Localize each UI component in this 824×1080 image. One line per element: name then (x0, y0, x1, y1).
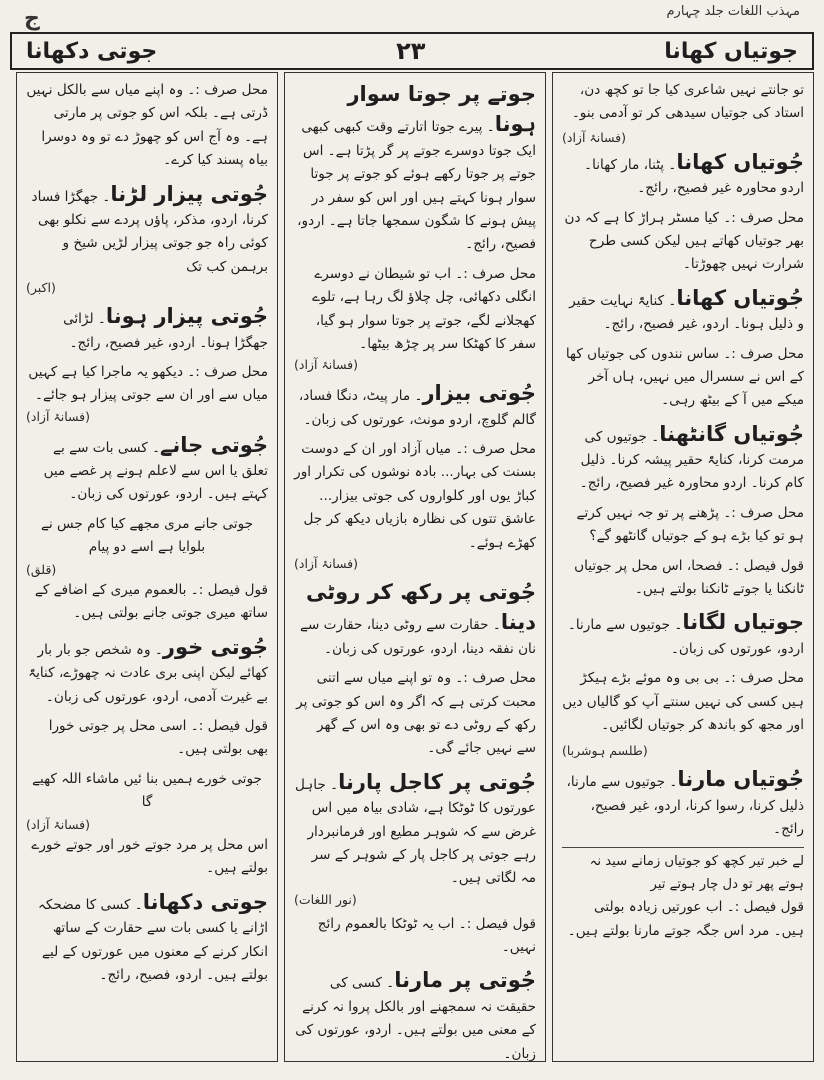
entry-text: ۔ پٹنا، مار کھانا۔ اردو محاورہ غیر فصیح، رائج۔ (584, 156, 804, 197)
entry-headword: جُوتی بیزار (422, 381, 536, 406)
footnote: لے خبر تیر کچھ کو جوتیاں زمانے سید نہ ہوتے پھر تو دل چار ہوتے تیر (562, 847, 804, 896)
entry-headword: جُوتی خور (162, 634, 268, 659)
intro-source: (فسانۂ آزاد) (562, 129, 627, 145)
entry-text: محل صرف :۔ اب تو شیطان نے دوسرے انگلی دکھائی، چل چلاؤ لگ رہا ہے، تلوے کھجلانے لگے، جوتے پر جوتا سوار ہو گیا، سفر کا کھٹکا سر پر چڑھ بیٹھا۔ (312, 265, 536, 352)
dictionary-entry (562, 343, 804, 413)
entry-text: ۔ جوتیوں سے مارنا، ذلیل کرنا، رسوا کرنا، اردو، غیر فصیح، رائج۔ (566, 774, 804, 838)
entry-text: ۔ جھگڑا فساد کرنا، اردو، مذکر، پاؤں پردے سے نکلو بھی کوئی راہ جو جوتی پیزار لڑیں شیخ و برہمن کب تک (31, 188, 268, 275)
volume-note: مہذب اللغات جلد چہارم (666, 4, 800, 19)
entry-headword: جوتے پر جوتا سوار ہونا (347, 82, 536, 137)
entry-source: (فسانۂ آزاد) (294, 357, 359, 373)
entry-text: محل صرف :۔ پڑھنے پر تو جہ نہیں کرتے ہو تو کیا بڑے ہو کے جوتیاں گانٹھو گے؟ (576, 504, 804, 545)
couplet: جوتی جانے مری مجھے کیا کام جس نے بلوایا ہے اسے دو پیام (40, 515, 254, 555)
dictionary-entry (562, 667, 804, 737)
entry-text: ۔ جوتیوں کی مرمت کرنا، کنایۃً حقیر پیشہ کرنا۔ ذلیل کام کرنا۔ اردو محاورہ غیر فصیح، رائج۔ (579, 428, 804, 492)
dictionary-entry (26, 179, 268, 296)
dictionary-entry (562, 607, 804, 661)
final-ruling: قول فیصل :۔ اب عورتیں زیادہ بولتی ہیں۔ مرد اس جگہ جوتے مارنا بولتے ہیں۔ (567, 899, 804, 939)
entry-text: قول فیصل :۔ اب یہ ٹوٹکا بالعموم رائج نہیں۔ (317, 915, 536, 955)
dictionary-entry (562, 743, 804, 758)
column-right (552, 72, 814, 1062)
column-middle (284, 72, 546, 1062)
text-columns (10, 72, 814, 1062)
entry-headword: جُوتیاں مارنا (677, 767, 804, 792)
section-letter: ج (24, 6, 40, 31)
couplet-2: جوتی خورے ہمیں بنا ئیں ماشاء اللہ کھیے گا (32, 770, 262, 810)
dictionary-entry (294, 667, 536, 761)
entry-source: (نور اللغات) (294, 891, 357, 907)
page-number: ۲۳ (396, 37, 426, 65)
entry-text: محل صرف :۔ وہ اپنے میاں سے بالکل نہیں ڈرتی ہے۔ بلکہ اس کو جوتی پر مارتی ہے۔ وہ آج اس کو چھوڑ دے تو وہ دوسرا بیاہ پسند کیا کرے۔ (26, 82, 268, 169)
entry-text: ۔ کسی کا مضحکہ اڑانے یا کسی بات سے حقارت کے ساتھ انکار کرنے کے معنوں میں عورتوں کے لیے بولتے ہیں۔ اردو، فصیح، رائج۔ (37, 896, 268, 983)
entry-headword: جُوتیاں کھانا (676, 285, 804, 310)
entry-text: قول فیصل :۔ فصحا، اس محل پر جوتیاں ٹانکنا یا جوتے ٹانکنا بولتے ہیں۔ (574, 557, 804, 597)
intro-text: تو جانتے نہیں شاعری کیا جا تو کچھ دن، استاد کی جوتیاں سیدھی کر تو آدمی بنو۔ (571, 82, 804, 122)
entry-headword: جُوتی جانے (160, 432, 268, 457)
entry-headword: جوتی دکھانا (142, 889, 268, 914)
entry-text: ۔ کسی کی حقیقت نہ سمجھنے اور بالکل پروا نہ کرنے کے معنی میں بولتے ہیں۔ اردو، عورتوں کی زبان۔ (295, 975, 536, 1062)
entry-text: ۔ جاہل عورتوں کا ٹوٹکا ہے، شادی بیاہ میں اس غرض سے کہ شوہر مطیع اور فرمانبردار رہے جوتی پر کاجل پار کے شوہر کے سر مہ لگاتی ہیں۔ (294, 776, 536, 887)
dictionary-entry (562, 207, 804, 277)
entry-text: محل صرف :۔ بی بی وہ موئے بڑے ہیکڑ ہیں کسی کی نہیں سنتے آپ کو گالیاں دیں اور مجھ کو باندھ کر جوتیاں لگائیں۔ (562, 670, 804, 733)
dictionary-entry (562, 147, 804, 201)
dictionary-entry (294, 767, 536, 907)
dictionary-entry (26, 715, 268, 762)
dictionary-entry (26, 834, 268, 881)
column-left (16, 72, 278, 1062)
dictionary-entry (294, 79, 536, 257)
dictionary-entry (26, 361, 268, 424)
entry-source: (اکبر) (26, 280, 56, 296)
dictionary-entry (294, 913, 536, 960)
couplet-2-source: (فسانۂ آزاد) (26, 816, 91, 832)
dictionary-entry (562, 555, 804, 602)
dictionary-entry (562, 502, 804, 549)
entry-source: (فسانۂ آزاد) (294, 555, 359, 571)
entry-source: (طلسم ہوشربا) (562, 743, 648, 759)
entry-text: ۔ حقارت سے روٹی دینا، حقارت سے نان نفقہ دینا، اردو، عورتوں کی زبان۔ (299, 617, 536, 657)
entry-headword: جوتیاں لگانا (682, 610, 804, 635)
entry-text: ۔ جوتیوں سے مارنا۔ اردو، عورتوں کی زبان۔ (567, 617, 804, 657)
entry-headword: جُوتی پیزار لڑنا (110, 181, 268, 206)
dictionary-entry (26, 579, 268, 626)
entry-text: اس محل پر مرد جوتے خور اور جوتے خورے بولتے ہیں۔ (31, 836, 268, 877)
entry-text: ۔ وہ شخص جو بار بار کھائے لیکن اپنی بری عادت نہ چھوڑے، کنایۃً بے غیرت آدمی، اردو، عورتوں کی زبان۔ (28, 641, 268, 705)
entry-text: قول فیصل :۔ بالعموم میری کے اضافے کے ساتھ میری جوتی جانے بولتی ہیں۔ (34, 582, 268, 622)
dictionary-entry (26, 79, 268, 173)
dictionary-entry (26, 887, 268, 988)
entry-text: محل صرف :۔ ساس نندوں کی جوتیاں کھا کے اس نے سسرال میں نہیں، ہاں آخر میکے میں آ کے بیٹھ رہی۔ (565, 345, 804, 409)
dictionary-entry (294, 965, 536, 1062)
dictionary-entry (294, 577, 536, 661)
dictionary-entry (294, 378, 536, 432)
entry-text: ۔ لڑائی جھگڑا ہونا۔ اردو، غیر فصیح، رائج۔ (63, 311, 268, 351)
couplet-source: (قلق) (26, 562, 57, 578)
dictionary-entry (562, 283, 804, 337)
dictionary-entry (26, 430, 268, 507)
dictionary-entry (26, 301, 268, 355)
entry-text: محل صرف :۔ کیا مسٹر ہراڑ کا ہے کہ دن بھر جوتیاں کھاتے ہیں لیکن کسی طرح شرارت نہیں چھوڑتا۔ (564, 209, 804, 273)
entry-headword: جُوتیاں کھانا (676, 149, 804, 174)
page-header (10, 32, 814, 70)
dictionary-entry (26, 632, 268, 709)
entry-text: محل صرف :۔ میاں آزاد اور ان کے دوست بسنت کی بہار... بادہ نوشوں کی تکرار اور کباڑ یوں اور کلواروں کی جوتی بیزار... عاشق تتوں کی نظارہ بازیاں دیکھ کر جل کھڑے ہوئے۔ (294, 441, 536, 551)
entry-text: ۔ پیرے جوتا اتارتے وقت کبھی کبھی ایک جوتا دوسرے جوتے پر گر پڑتا ہے۔ اس جوتے پر جوتا رکھے ہوئے کو جوتے پر جوتا سوار ہونا کہتے ہیں اور اس کو سفر در پیش ہونے کا شگون سمجھا جاتا ہے۔ اردو، فصیح، رائج۔ (297, 119, 536, 253)
entry-text: محل صرف :۔ وہ تو اپنے میاں سے اتنی محبت کرتی ہے کہ اگر وہ اس کو جوتی پر رکھ کے روٹی دے تو بھی وہ اس کے گھر سے نہیں جائے گی۔ (296, 670, 536, 757)
entry-text: ۔ مار پیٹ، دنگا فساد، گالم گلوچ، اردو مونث، عورتوں کی زبان۔ (298, 388, 536, 428)
entry-text: محل صرف :۔ دیکھو یہ ماجرا کیا ہے کہیں میاں سے اور ان سے جوتی پیزار ہو جائے۔ (28, 363, 268, 404)
entry-source: (فسانۂ آزاد) (26, 408, 91, 424)
entry-headword: جُوتی پر مارنا (394, 968, 536, 993)
entry-text: قول فیصل :۔ اسی محل پر جوتی خورا بھی بولتی ہیں۔ (48, 717, 268, 758)
dictionary-entry (294, 263, 536, 373)
running-head-right: جوتیاں کھانا (664, 38, 798, 64)
entry-headword: جُوتی پر رکھ کر روٹی دینا (306, 579, 536, 635)
entry-headword: جُوتی پیزار ہونا (105, 304, 268, 329)
dictionary-entry (294, 438, 536, 571)
entry-headword: جُوتی پر کاجل پارنا (338, 769, 536, 794)
entry-text: ۔ کنایۃً نہایت حقیر و ذلیل ہونا۔ اردو، غیر فصیح، رائج۔ (569, 292, 804, 333)
entry-headword: جُوتیاں گانٹھنا (659, 421, 804, 446)
entry-text: ۔ کسی بات سے بے تعلق یا اس سے لاعلم ہونے پر غصے میں کہتے ہیں۔ اردو، عورتوں کی زبان۔ (43, 439, 268, 503)
dictionary-entry (562, 419, 804, 496)
running-head-left: جوتی دکھانا (26, 38, 158, 64)
dictionary-entry (562, 764, 804, 841)
